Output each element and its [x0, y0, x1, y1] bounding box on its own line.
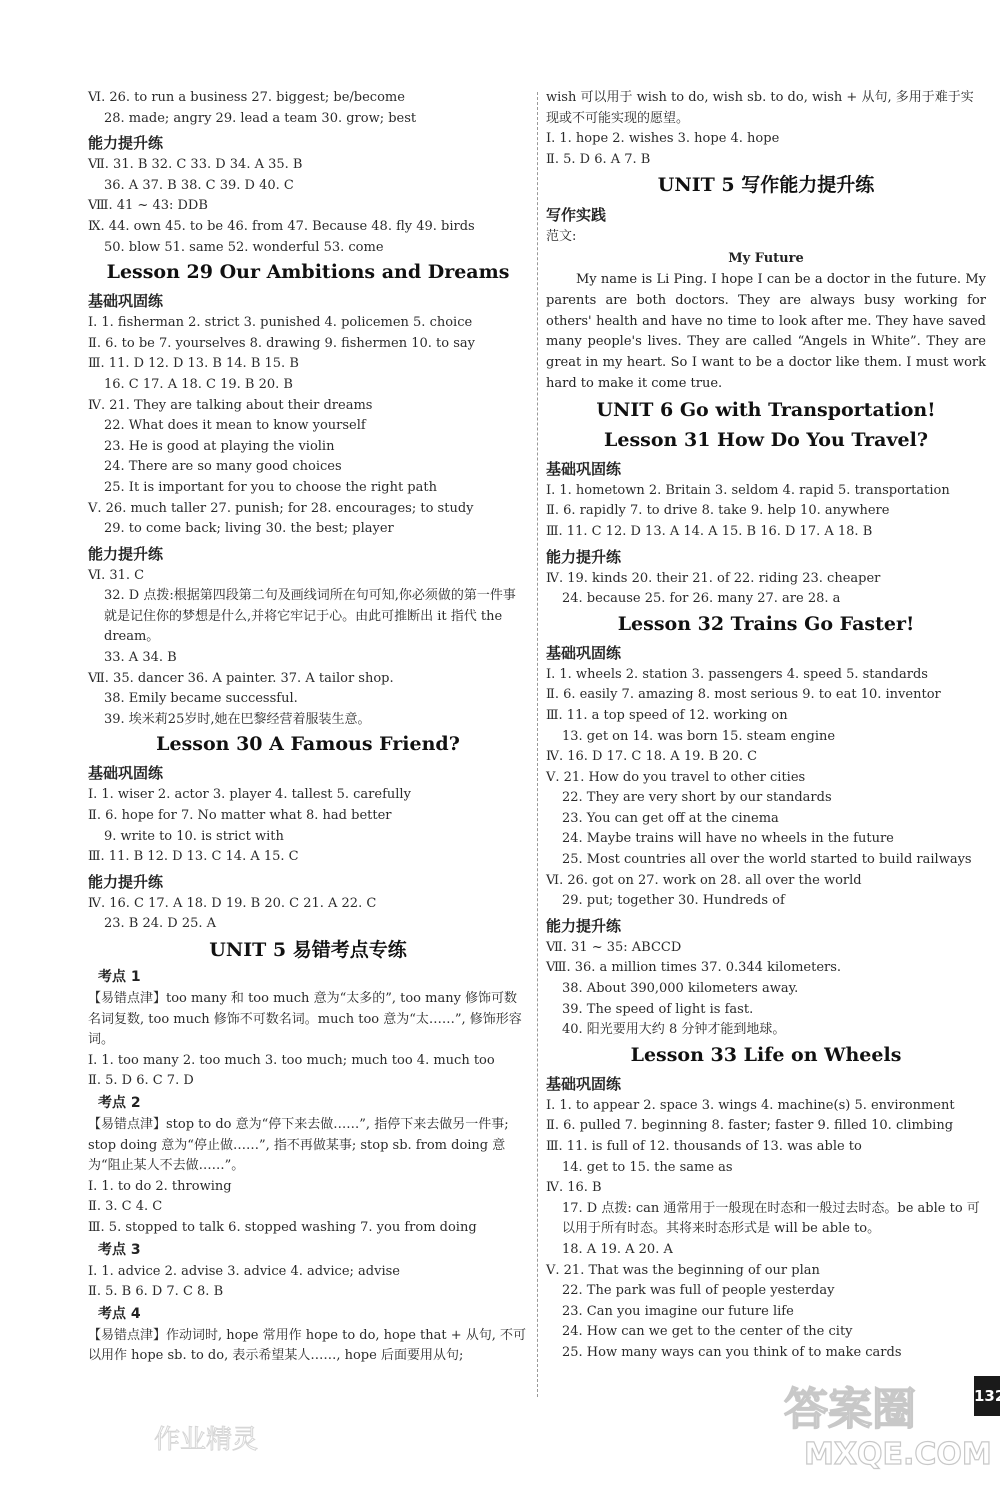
answer-line: Ⅱ. 5. D 6. A 7. B [546, 151, 651, 167]
section-heading: 写作实践 [546, 206, 607, 225]
answer-line: Ⅱ. 6. rapidly 7. to drive 8. take 9. help 10. anywhere [546, 503, 890, 519]
watermark-text: 答案圈 [784, 1384, 916, 1435]
section-heading: 能力提升练 [546, 547, 622, 566]
answer-line: Ⅲ. 11. D 12. D 13. B 14. B 15. B [88, 356, 299, 372]
answer-line: Ⅶ. 31. B 32. C 33. D 34. A 35. B [88, 157, 303, 173]
answer-line: Ⅵ. 26. to run a business 27. biggest; be/become [88, 90, 405, 105]
answer-line: Ⅰ. 1. wiser 2. actor 3. player 4. tallest 5. carefully [88, 787, 411, 803]
key-point-heading: 考点 2 [98, 1094, 141, 1111]
answer-line: 39. 埃米莉25岁时,她在巴黎经营着服装生意。 [104, 711, 371, 727]
answer-line: 29. to come back; living 30. the best; player [104, 521, 394, 537]
answer-line: Ⅴ. 21. That was the beginning of our plan [546, 1262, 820, 1278]
answer-line: Ⅵ. 31. C [88, 567, 145, 583]
answer-line: 16. C 17. A 18. C 19. B 20. B [104, 376, 293, 392]
answer-line: 23. Can you imagine our future life [562, 1303, 794, 1319]
answer-line: Ⅱ. 6. hope for 7. No matter what 8. had better [88, 808, 392, 824]
watermark-left [150, 1418, 300, 1458]
section-heading: 基础巩固练 [546, 459, 622, 478]
watermark-url: MXQE.COM [804, 1437, 992, 1472]
answer-line: Ⅰ. 1. wheels 2. station 3. passengers 4. speed 5. standards [546, 666, 928, 682]
answer-line: 【易错点津】too many 和 too much 意为“太多的”, too many 修饰可数名词复数, too much 修饰不可数名词。much too 意为“太……”, 修饰形容词。 [88, 991, 522, 1048]
answer-line: Ⅱ. 5. B 6. D 7. C 8. B [88, 1284, 224, 1300]
unit-title: UNIT 5 易错考点专练 [209, 939, 407, 961]
answer-line: 18. A 19. A 20. A [562, 1241, 673, 1257]
essay-title: My Future [728, 250, 804, 266]
answer-line: Ⅴ. 21. How do you travel to other cities [546, 769, 806, 785]
answer-line: Ⅳ. 16. C 17. A 18. D 19. B 20. C 21. A 22. C [88, 895, 377, 911]
answer-line: 17. D 点拨: can 通常用于一般现在时态和一般过去时态。be able to 可以用于所有时态。其将来时态形式是 will be able to。 [562, 1200, 980, 1237]
answer-line: 9. write to 10. is strict with [104, 828, 284, 844]
answer-line: 28. made; angry 29. lead a team 30. grow; best [104, 110, 417, 126]
answer-line: 22. They are very short by our standards [562, 790, 832, 806]
answer-line: Ⅷ. 36. a million times 37. 0.344 kilometers. [546, 960, 842, 976]
answer-line: Ⅳ. 21. They are talking about their dreams [88, 397, 373, 413]
answer-line: Ⅲ. 11. B 12. D 13. C 14. A 15. C [88, 849, 299, 865]
key-point-heading: 考点 4 [98, 1305, 141, 1322]
left-column [88, 88, 528, 1367]
answer-line: 32. D 点拨:根据第四段第二句及画线词所在句可知,你必须做的第一件事就是记住你的梦想是什么,并将它牢记于心。由此可推断出 it 指代 the dream。 [104, 588, 516, 645]
answer-line: 25. It is important for you to choose the right path [104, 479, 437, 495]
answer-line: Ⅰ. 1. to appear 2. space 3. wings 4. machine(s) 5. environment [546, 1097, 955, 1113]
answer-line: Ⅷ. 41 ~ 43: DDB [88, 198, 208, 214]
answer-line: 33. A 34. B [104, 650, 177, 666]
answer-line: 23. B 24. D 25. A [104, 916, 217, 932]
answer-line: 25. Most countries all over the world started to build railways [562, 852, 972, 868]
answer-line: Ⅸ. 44. own 45. to be 46. from 47. Because 48. fly 49. birds [88, 218, 475, 234]
lesson-title: Lesson 30 A Famous Friend? [156, 733, 460, 756]
lesson-title: Lesson 32 Trains Go Faster! [617, 612, 915, 635]
answer-line: 40. 阳光要用大约 8 分钟才能到地球。 [562, 1022, 786, 1038]
answer-line: Ⅰ. 1. hometown 2. Britain 3. seldom 4. rapid 5. transportation [546, 482, 950, 498]
essay-paragraph: My name is Li Ping. I hope I can be a doctor in the future. My parents are both doctors. They are always busy working for others' health and have no time to look after me. They have saved many people's lives. They are called “Angels in White”. They are great in my heart. So I want to be a doctor like them. I must work hard to make it come true. [546, 271, 986, 391]
answer-line: Ⅲ. 11. a top speed of 12. working on [546, 707, 788, 723]
answer-line: 14. get to 15. the same as [562, 1159, 733, 1175]
answer-line: Ⅲ. 5. stopped to talk 6. stopped washing 7. you from doing [88, 1219, 477, 1235]
answer-line: 25. How many ways can you think of to make cards [562, 1344, 902, 1360]
answer-line: 13. get on 14. was born 15. steam engine [562, 728, 836, 744]
section-heading: 基础巩固练 [88, 292, 164, 311]
answer-line: 23. You can get off at the cinema [562, 810, 779, 826]
answer-line: Ⅰ. 1. to do 2. throwing [88, 1178, 232, 1194]
answer-line: Ⅴ. 26. much taller 27. punish; for 28. encourages; to study [88, 500, 474, 516]
answer-line: Ⅶ. 35. dancer 36. A painter. 37. A tailor shop. [88, 670, 394, 686]
answer-line: 38. About 390,000 kilometers away. [562, 981, 799, 997]
answer-line: Ⅶ. 31 ~ 35: ABCCD [546, 939, 682, 955]
answer-line: 范文: [546, 229, 577, 245]
answer-line: Ⅵ. 26. got on 27. work on 28. all over the world [546, 872, 862, 888]
lesson-title: Lesson 33 Life on Wheels [630, 1043, 902, 1066]
unit-title: UNIT 6 Go with Transportation! [596, 398, 936, 421]
answer-line: Ⅳ. 16. D 17. C 18. A 19. B 20. C [546, 749, 758, 765]
section-heading: 能力提升练 [546, 916, 622, 935]
lesson-title: Lesson 29 Our Ambitions and Dreams [106, 261, 510, 284]
answer-line: 50. blow 51. same 52. wonderful 53. come [104, 239, 384, 255]
answer-line: 39. The speed of light is fast. [562, 1001, 754, 1017]
answer-line: Ⅳ. 19. kinds 20. their 21. of 22. riding 23. cheaper [546, 570, 881, 586]
section-heading: 基础巩固练 [88, 764, 164, 783]
answer-line: Ⅳ. 16. B [546, 1180, 602, 1196]
answer-line: 23. He is good at playing the violin [104, 438, 335, 454]
answer-line: Ⅱ. 5. D 6. C 7. D [88, 1073, 194, 1089]
answer-line: 22. The park was full of people yesterday [562, 1283, 835, 1299]
section-heading: 能力提升练 [88, 872, 164, 891]
answer-line: 24. because 25. for 26. many 27. are 28. a [562, 591, 841, 607]
key-point-heading: 考点 3 [98, 1241, 141, 1258]
unit-title: UNIT 5 写作能力提升练 [657, 174, 875, 197]
key-point-heading: 考点 1 [98, 969, 141, 985]
watermark-left-text: 作业精灵 [154, 1425, 259, 1455]
answer-line: Ⅲ. 11. is full of 12. thousands of 13. was able to [546, 1139, 862, 1154]
answer-line: wish 可以用于 wish to do, wish sb. to do, wish + 从句, 多用于难于实现或不可能实现的愿望。 [546, 90, 974, 126]
answer-line: Ⅰ. 1. too many 2. too much 3. too much; much too 4. much too [88, 1052, 495, 1068]
section-heading: 基础巩固练 [546, 1074, 622, 1093]
section-heading: 能力提升练 [88, 134, 164, 153]
answer-line: Ⅱ. 6. easily 7. amazing 8. most serious 9. to eat 10. inventor [546, 687, 941, 703]
page-number: 132 [974, 1376, 1000, 1416]
answer-line: 24. How can we get to the center of the city [562, 1324, 853, 1340]
answer-line: 【易错点津】作动词时, hope 常用作 hope to do, hope that + 从句, 不可以用作 hope sb. to do, 表示希望某人……, hope 后面要用从句; [88, 1327, 527, 1364]
answer-line: 【易错点津】stop to do 意为“停下来去做……”, 指停下来去做另一件事; stop doing 意为“停止做……”, 指不再做某事; stop sb. from doing 意为“阻止某人不去做……”。 [88, 1116, 509, 1174]
answer-line: Ⅰ. 1. fisherman 2. strict 3. punished 4. policemen 5. choice [88, 315, 473, 331]
answer-line: Ⅰ. 1. advice 2. advise 3. advice 4. advice; advise [88, 1263, 400, 1279]
answer-line: 24. There are so many good choices [104, 459, 342, 475]
right-column [546, 88, 986, 1364]
lesson-title: Lesson 31 How Do You Travel? [604, 428, 928, 451]
section-heading: 基础巩固练 [546, 643, 622, 662]
answer-line: 24. Maybe trains will have no wheels in the future [562, 831, 894, 847]
section-heading: 能力提升练 [88, 544, 164, 563]
answer-line: Ⅱ. 6. to be 7. yourselves 8. drawing 9. fishermen 10. to say [88, 335, 475, 351]
answer-line: Ⅰ. 1. hope 2. wishes 3. hope 4. hope [546, 131, 780, 147]
answer-line: Ⅲ. 11. C 12. D 13. A 14. A 15. B 16. D 17. A 18. B [546, 523, 873, 539]
answer-line: Ⅱ. 6. pulled 7. beginning 8. faster; faster 9. filled 10. climbing [546, 1118, 954, 1134]
answer-line: 36. A 37. B 38. C 39. D 40. C [104, 177, 294, 193]
column-divider [537, 92, 538, 1397]
answer-line: 29. put; together 30. Hundreds of [562, 893, 785, 909]
answer-line: Ⅱ. 3. C 4. C [88, 1199, 163, 1215]
answer-line: 22. What does it mean to know yourself [104, 418, 366, 434]
answer-line: 38. Emily became successful. [104, 691, 298, 707]
